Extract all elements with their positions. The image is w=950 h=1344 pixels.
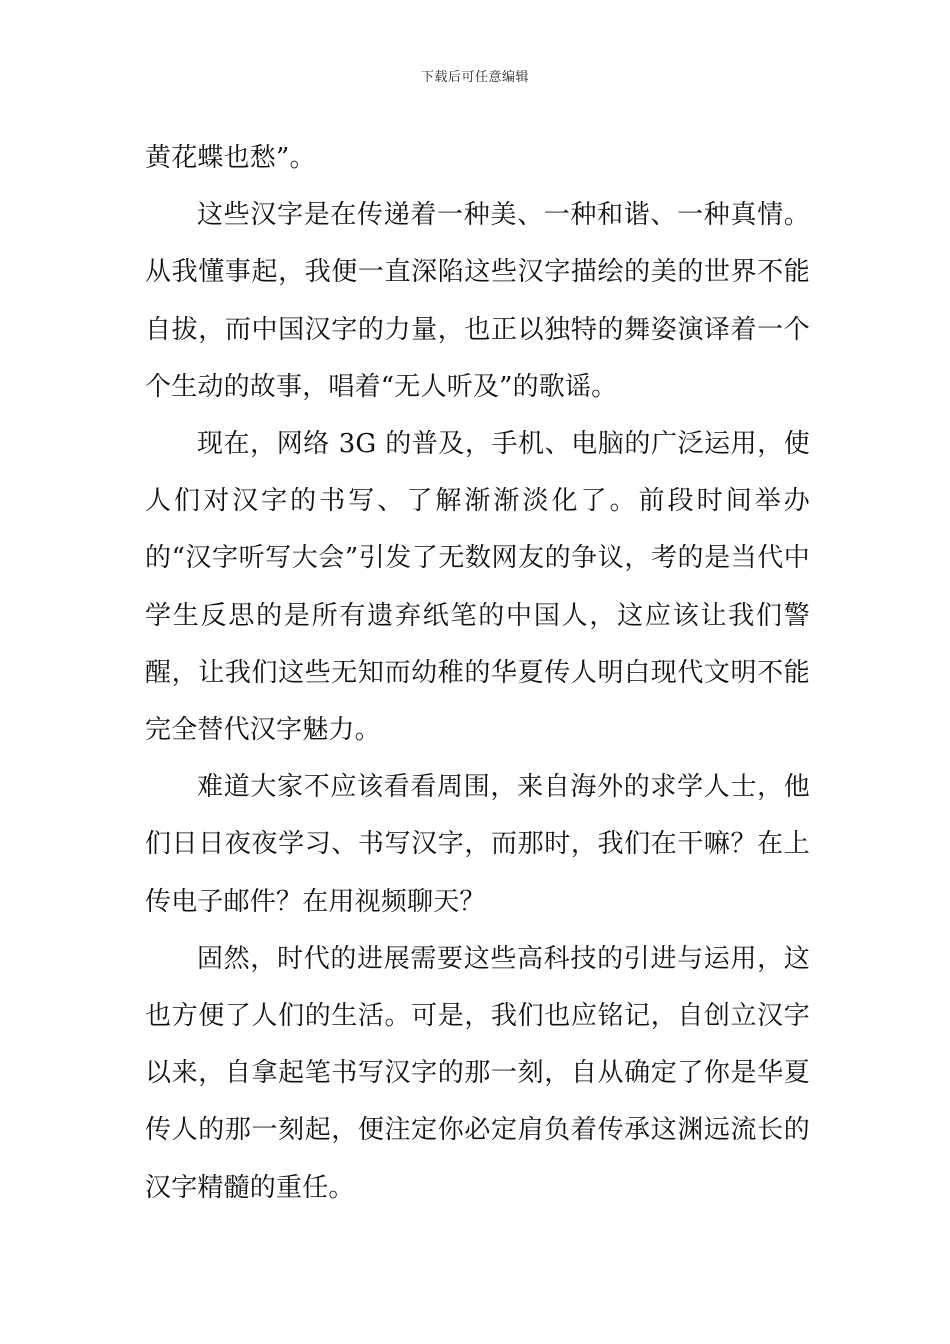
paragraph: 现在，网络 3G 的普及，手机、电脑的广泛运用，使人们对汉字的书写、了解渐渐淡化了。前段时间举办的“汉字听写大会”引发了无数网友的争议，考的是当代中学生反思的是所有遗弃纸笔的中国人，这应该让我们警醒，让我们这些无知而幼稚的华夏传人明白现代文明不能完全替代汉字魅力。 xyxy=(145,429,810,746)
paragraph: 黄花蝶也愁”。 xyxy=(145,143,316,173)
page-header: 下载后可任意编辑 xyxy=(420,70,529,85)
paragraph: 这些汉字是在传递着一种美、一种和谐、一种真情。从我懂事起，我便一直深陷这些汉字描绘的美的世界不能自拔，而中国汉字的力量，也正以独特的舞姿演译着一个个生动的故事，唱着“无人听及”的歌谣。 xyxy=(145,200,810,402)
paragraph: 固然，时代的进展需要这些高科技的引进与运用，这也方便了人们的生活。可是，我们也应铭记，自创立汉字以来，自拿起笔书写汉字的那一刻，自从确定了你是华夏传人的那一刻起，便注定你必定肩负着传承这渊远流长的汉字精髓的重任。 xyxy=(145,943,810,1203)
paragraph: 难道大家不应该看看周围，来自海外的求学人士，他们日日夜夜学习、书写汉字，而那时，我们在干嘛？在上传电子邮件？在用视频聊天？ xyxy=(145,772,810,917)
document-body xyxy=(145,130,810,1217)
